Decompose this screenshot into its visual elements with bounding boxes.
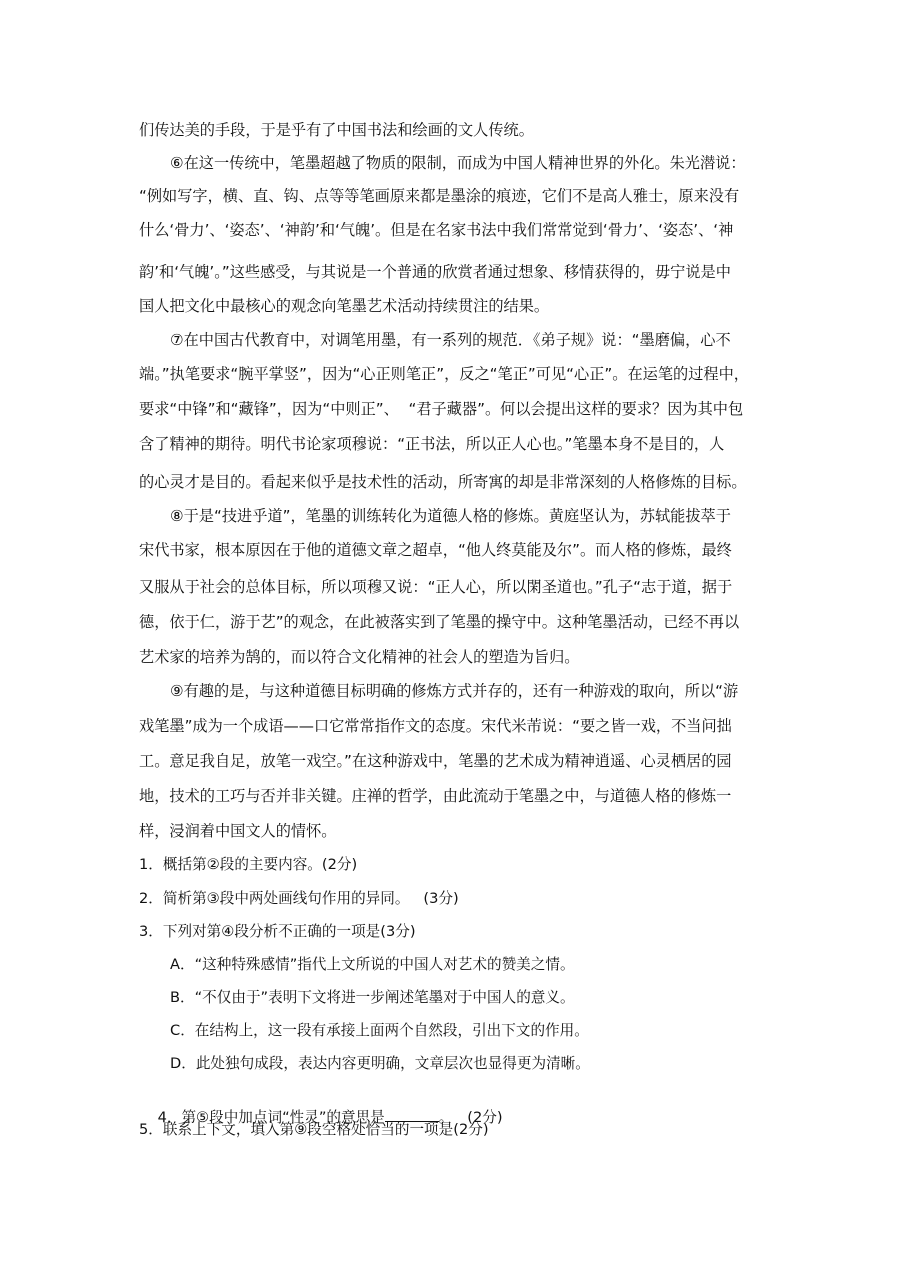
passage-line-7: ⑦在中国古代教育中，对调笔用墨，有一系列的规范．《弟子规》说：“墨磨偏，心不 xyxy=(170,331,731,349)
passage-line-8: 端。”执笔要求“腕平掌竖”，因为“心正则笔正”，反之“笔正”可见“心正”。在运笔的过程中， xyxy=(139,365,749,383)
passage-line-1: 们传达美的手段，于是乎有了中国书法和绘画的文人传统。 xyxy=(139,121,534,139)
question-3-option-c: C．在结构上，这一段有承接上面两个自然段，引出下文的作用。 xyxy=(170,1022,589,1039)
passage-line-16: 艺术家的培养为鹄的，而以符合文化精神的社会人的塑造为旨归。 xyxy=(139,648,580,666)
question-4-points: 。 (2分) xyxy=(438,1109,503,1126)
question-3: 3．下列对第④段分析不正确的一项是(3分) xyxy=(139,923,416,940)
passage-line-10: 含了精神的期待。明代书论家项穆说：“正书法，所以正人心也。”笔墨本身不是目的，人 xyxy=(139,435,725,453)
passage-line-4: 什么‘骨力’、‘姿态’、‘神韵’和‘气魄’。但是在名家书法中我们常常觉到‘骨力’、‘姿态’、‘神 xyxy=(139,221,734,239)
question-4-text: 4．第⑤段中加点词“性灵”的意思是 xyxy=(157,1109,385,1126)
question-4 xyxy=(139,1087,503,1126)
question-3-option-d: D．此处独句成段，表达内容更明确，文章层次也显得更为清晰。 xyxy=(170,1055,590,1072)
question-5: 5．联系上下文，填入第⑨段空格处恰当的一项是(2分) xyxy=(139,1121,489,1138)
passage-line-21: 样，浸润着中国文人的情怀。 xyxy=(139,822,337,840)
question-2: 2．简析第③段中两处画线句作用的异同。 (3分) xyxy=(139,890,459,907)
passage-line-6: 国人把文化中最核心的观念向笔墨艺术活动持续贯注的结果。 xyxy=(139,297,550,315)
passage-line-18: 戏笔墨”成为一个成语——口它常常指作文的态度。宋代米芾说：“要之皆一戏，不当问拙 xyxy=(139,717,732,735)
passage-line-20: 地，技术的工巧与否并非关键。庄禅的哲学，由此流动于笔墨之中，与道德人格的修炼一 xyxy=(139,787,732,805)
passage-line-19: 工。意足我自足，放笔一戏空。”在这种游戏中，笔墨的艺术成为精神逍遥、心灵栖居的园 xyxy=(139,752,732,770)
passage-line-11: 的心灵才是目的。看起来似乎是技术性的活动，所寄寓的却是非常深刻的人格修炼的目标。 xyxy=(139,473,747,491)
passage-line-12: ⑧于是“技进乎道”，笔墨的训练转化为道德人格的修炼。黄庭坚认为，苏轼能拔萃于 xyxy=(170,507,731,525)
passage-line-5: 韵’和‘气魄’。”这些感受，与其说是一个普通的欣赏者通过想象、移情获得的，毋宁说是中 xyxy=(139,263,731,281)
question-1: 1．概括第②段的主要内容。(2分) xyxy=(139,856,358,873)
passage-line-2: ⑥在这一传统中，笔墨超越了物质的限制，而成为中国人精神世界的外化。朱光潜说： xyxy=(170,154,746,172)
passage-line-17: ⑨有趣的是，与这种道德目标明确的修炼方式并存的，还有一种游戏的取向，所以“游 xyxy=(170,682,739,700)
question-3-option-b: B．“不仅由于”表明下文将进一步阐述笔墨对于中国人的意义。 xyxy=(170,989,575,1006)
passage-line-9: 要求“中锋”和“藏锋”，因为“中则正”、 “君子藏器”。何以会提出这样的要求？因为其中包 xyxy=(139,400,744,418)
passage-line-13: 宋代书家，根本原因在于他的道德文章之超卓，“他人终莫能及尔”。而人格的修炼，最终 xyxy=(139,541,732,559)
passage-line-3: “例如写字，横、直、钩、点等等笔画原来都是墨涂的痕迹，它们不是高人雅士，原来没有 xyxy=(139,187,740,205)
passage-line-14: 又服从于社会的总体目标，所以项穆又说：“正人心，所以閑圣道也。”孔子“志于道，据于 xyxy=(139,578,733,596)
question-3-option-a: A．“这种特殊感情”指代上文所说的中国人对艺术的赞美之情。 xyxy=(170,956,575,973)
passage-line-15: 德，依于仁，游于艺”的观念，在此被落实到了笔墨的操守中。这种笔墨活动，已经不再以 xyxy=(139,613,740,631)
